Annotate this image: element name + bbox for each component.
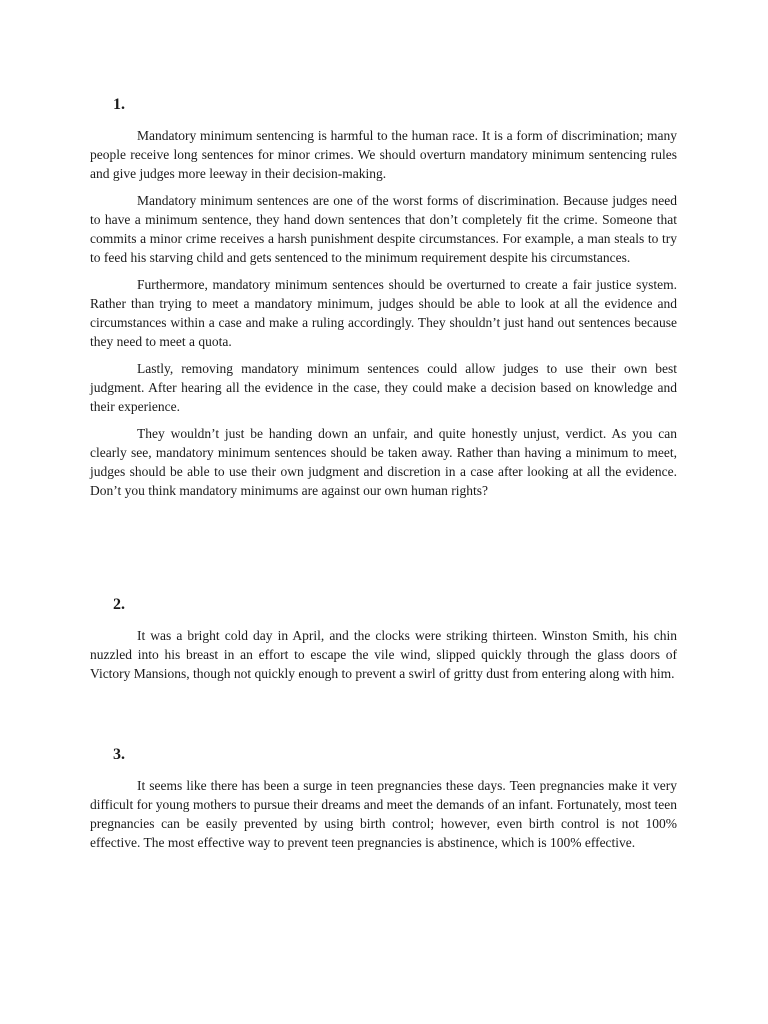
section-number: 2. — [113, 596, 125, 613]
paragraph: Mandatory minimum sentences are one of the worst forms of discrimination. Because judges need to have a minimum sentence, they hand down sentences that don’t completely fit the crime. Someone that commits a minor crime receives a harsh punishment despite circumstances. For example, a man steals to try to feed his starving child and gets sentenced to the minimum requirement despite his circumstances. — [90, 193, 677, 265]
section-1 — [90, 95, 677, 508]
paragraph: Mandatory minimum sentencing is harmful to the human race. It is a form of discrimination; many people receive long sentences for minor crimes. We should overturn mandatory minimum sentencing rules and give judges more leeway in their decision-making. — [90, 128, 677, 181]
section-2 — [90, 595, 677, 691]
paragraph: Furthermore, mandatory minimum sentences should be overturned to create a fair justice system. Rather than trying to meet a mandatory minimum, judges should be able to look at all the evidence and circumstances within a case and make a ruling accordingly. They shouldn’t just hand out sentences because they need to meet a quota. — [90, 277, 677, 349]
section-3 — [90, 745, 677, 860]
section-number: 1. — [113, 96, 125, 113]
paragraph: It was a bright cold day in April, and the clocks were striking thirteen. Winston Smith, his chin nuzzled into his breast in an effort to escape the vile wind, slipped quickly through the glass doors of Victory Mansions, though not quickly enough to prevent a swirl of gritty dust from entering along with him. — [90, 628, 677, 681]
paragraph: It seems like there has been a surge in teen pregnancies these days. Teen pregnancies make it very difficult for young mothers to pursue their dreams and meet the demands of an infant. Fortunately, most teen pregnancies can be easily prevented by using birth control; however, even birth control is not 100% effective. The most effective way to prevent teen pregnancies is abstinence, which is 100% effective. — [90, 778, 677, 850]
section-number: 3. — [113, 746, 125, 763]
paragraph: They wouldn’t just be handing down an unfair, and quite honestly unjust, verdict. As you can clearly see, mandatory minimum sentences should be taken away. Rather than having a minimum to meet, judges should be able to use their own judgment and discretion in a case after looking at all the evidence. Don’t you think mandatory minimums are against our own human rights? — [90, 426, 677, 498]
paragraph: Lastly, removing mandatory minimum sentences could allow judges to use their own best judgment. After hearing all the evidence in the case, they could make a decision based on knowledge and their experience. — [90, 361, 677, 414]
